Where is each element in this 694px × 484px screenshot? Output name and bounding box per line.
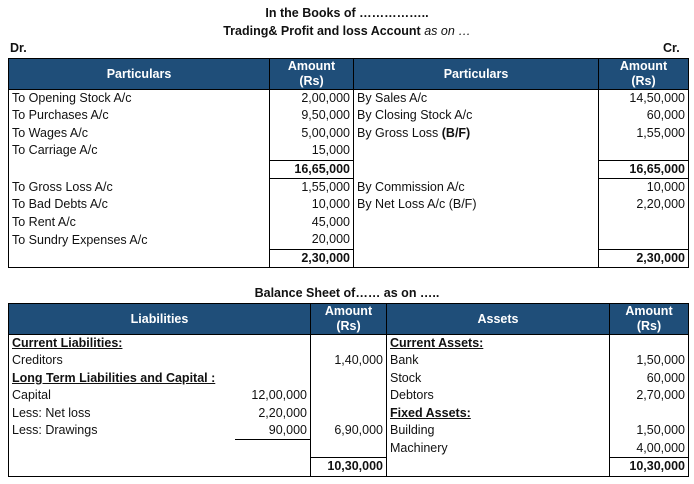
liability-label: Less: Net loss	[9, 405, 235, 422]
liability-label	[9, 370, 311, 387]
total-row	[9, 458, 689, 476]
total-debit: 2,30,000	[270, 249, 354, 267]
credit-label: By Net Loss A/c (B/F)	[357, 197, 477, 212]
table-row	[9, 370, 689, 387]
credit-label: By Commission A/c	[357, 179, 465, 194]
liability-label: Capital	[9, 387, 235, 404]
credit-amount: 10,000	[599, 179, 689, 197]
asset-label: Stock	[390, 370, 422, 385]
debit-amount: 5,00,000	[270, 125, 354, 142]
total-debit: 16,65,000	[270, 160, 354, 178]
trading-header-row	[9, 59, 689, 75]
liability-amount	[311, 440, 387, 458]
table-row	[9, 214, 689, 231]
particulars-header-right: Particulars	[354, 59, 599, 90]
debit-label: To Rent A/c	[9, 214, 270, 231]
liability-sub-amount	[235, 352, 311, 369]
asset-amount: 1,50,000	[610, 422, 689, 440]
balance-sheet-title: Balance Sheet of…… as on …..	[254, 286, 440, 300]
books-heading: In the Books of ……………..	[265, 6, 429, 20]
current-liabilities-heading: Current Liabilities:	[12, 336, 123, 350]
empty-cell	[9, 249, 270, 267]
table-row	[9, 142, 689, 160]
credit-amount: 2,20,000	[599, 196, 689, 213]
debit-amount: 9,50,000	[270, 107, 354, 124]
total-assets: 10,30,000	[610, 458, 689, 476]
liability-amount	[311, 335, 387, 353]
amount-header-left: Amount	[270, 59, 354, 75]
amount-header-liabilities: Amount	[311, 304, 387, 320]
credit-label: By Sales A/c	[357, 91, 428, 105]
credit-label: By Closing Stock A/c	[357, 108, 473, 123]
credit-label-text: By Gross Loss	[357, 125, 442, 140]
credit-amount: 14,50,000	[599, 90, 689, 108]
credit-amount	[599, 231, 689, 249]
table-row	[9, 107, 689, 124]
liability-amount	[311, 405, 387, 422]
empty-cell	[354, 160, 599, 178]
credit-amount	[599, 214, 689, 231]
debit-label: To Bad Debts A/c	[9, 196, 270, 213]
liability-sub-amount	[235, 335, 311, 353]
assets-header: Assets	[387, 304, 610, 335]
debit-label: To Wages A/c	[9, 125, 270, 142]
credit-amount	[599, 142, 689, 160]
liabilities-header: Liabilities	[9, 304, 311, 335]
total-row	[9, 249, 689, 267]
debit-amount: 2,00,000	[270, 90, 354, 108]
table-row	[9, 196, 689, 213]
currency-header-right: (Rs)	[599, 74, 689, 90]
currency-header-liabilities: (Rs)	[311, 319, 387, 335]
table-row	[9, 352, 689, 369]
asset-label	[387, 335, 610, 353]
table-row	[9, 231, 689, 249]
liability-amount: 1,40,000	[311, 352, 387, 369]
trading-pl-table	[8, 58, 689, 268]
empty-cell	[235, 458, 311, 476]
table-row	[9, 125, 689, 142]
debit-label: To Purchases A/c	[9, 107, 270, 124]
credit-amount: 1,55,000	[599, 125, 689, 142]
empty-cell	[9, 458, 235, 476]
credit-label	[354, 142, 599, 160]
table-row	[9, 90, 689, 108]
credit-label-bold: (B/F)	[441, 125, 471, 140]
empty-cell	[354, 249, 599, 267]
total-credit: 2,30,000	[599, 249, 689, 267]
table-row	[9, 440, 689, 458]
table-row	[9, 179, 689, 197]
balance-header-row	[9, 304, 689, 320]
debit-amount: 45,000	[270, 214, 354, 231]
currency-header-left: (Rs)	[270, 74, 354, 90]
amount-header-assets: Amount	[610, 304, 689, 320]
balance-sheet-table	[8, 303, 689, 477]
asset-amount: 60,000	[610, 370, 689, 387]
liability-label	[9, 440, 235, 458]
liability-label	[9, 335, 235, 353]
liability-sub-amount: 90,000	[235, 422, 311, 440]
empty-cell	[387, 458, 610, 476]
asset-label: Bank	[390, 353, 419, 368]
debit-label: To Opening Stock A/c	[9, 90, 270, 108]
debit-label: To Carriage A/c	[9, 142, 270, 160]
long-term-liabilities-heading: Long Term Liabilities and Capital :	[12, 370, 216, 385]
liability-label: Less: Drawings	[9, 422, 235, 440]
table-row	[9, 387, 689, 404]
account-title-text: Trading& Profit and loss Account	[223, 24, 421, 38]
debit-label: To Gross Loss A/c	[9, 179, 270, 197]
liability-amount: 6,90,000	[311, 422, 387, 440]
asset-amount	[610, 405, 689, 422]
liability-amount	[311, 370, 387, 387]
credit-amount: 60,000	[599, 107, 689, 124]
liability-sub-amount: 12,00,000	[251, 388, 307, 403]
empty-cell	[9, 160, 270, 178]
table-row	[9, 335, 689, 353]
total-liabilities: 10,30,000	[311, 458, 387, 476]
debit-label: To Sundry Expenses A/c	[9, 231, 270, 249]
debit-amount: 1,55,000	[270, 179, 354, 197]
liability-sub-amount: 2,20,000	[258, 405, 307, 420]
cr-label: Cr.	[663, 41, 680, 55]
asset-amount: 1,50,000	[610, 352, 689, 369]
debit-amount: 20,000	[270, 231, 354, 249]
liability-label: Creditors	[9, 352, 235, 369]
asset-amount: 2,70,000	[610, 387, 689, 404]
liability-sub-amount	[235, 440, 311, 458]
liability-amount	[311, 387, 387, 404]
table-row	[9, 422, 689, 440]
fixed-assets-heading: Fixed Assets:	[390, 405, 471, 420]
asset-label: Machinery	[390, 441, 448, 456]
amount-header-right: Amount	[599, 59, 689, 75]
account-title-suffix: as on …	[424, 24, 471, 38]
debit-amount: 15,000	[270, 142, 354, 160]
dr-label: Dr.	[10, 41, 27, 55]
account-title	[0, 24, 694, 38]
total-row	[9, 160, 689, 178]
asset-label: Debtors	[390, 388, 434, 403]
credit-label	[354, 125, 599, 142]
total-credit: 16,65,000	[599, 160, 689, 178]
credit-label	[354, 214, 599, 231]
asset-label	[387, 405, 610, 422]
asset-label: Building	[390, 423, 435, 438]
particulars-header-left: Particulars	[9, 59, 270, 90]
credit-label	[354, 231, 599, 249]
current-assets-heading: Current Assets:	[390, 336, 484, 350]
asset-amount: 4,00,000	[610, 440, 689, 458]
asset-amount	[610, 335, 689, 353]
table-row	[9, 405, 689, 422]
debit-amount: 10,000	[270, 196, 354, 213]
currency-header-assets: (Rs)	[610, 319, 689, 335]
